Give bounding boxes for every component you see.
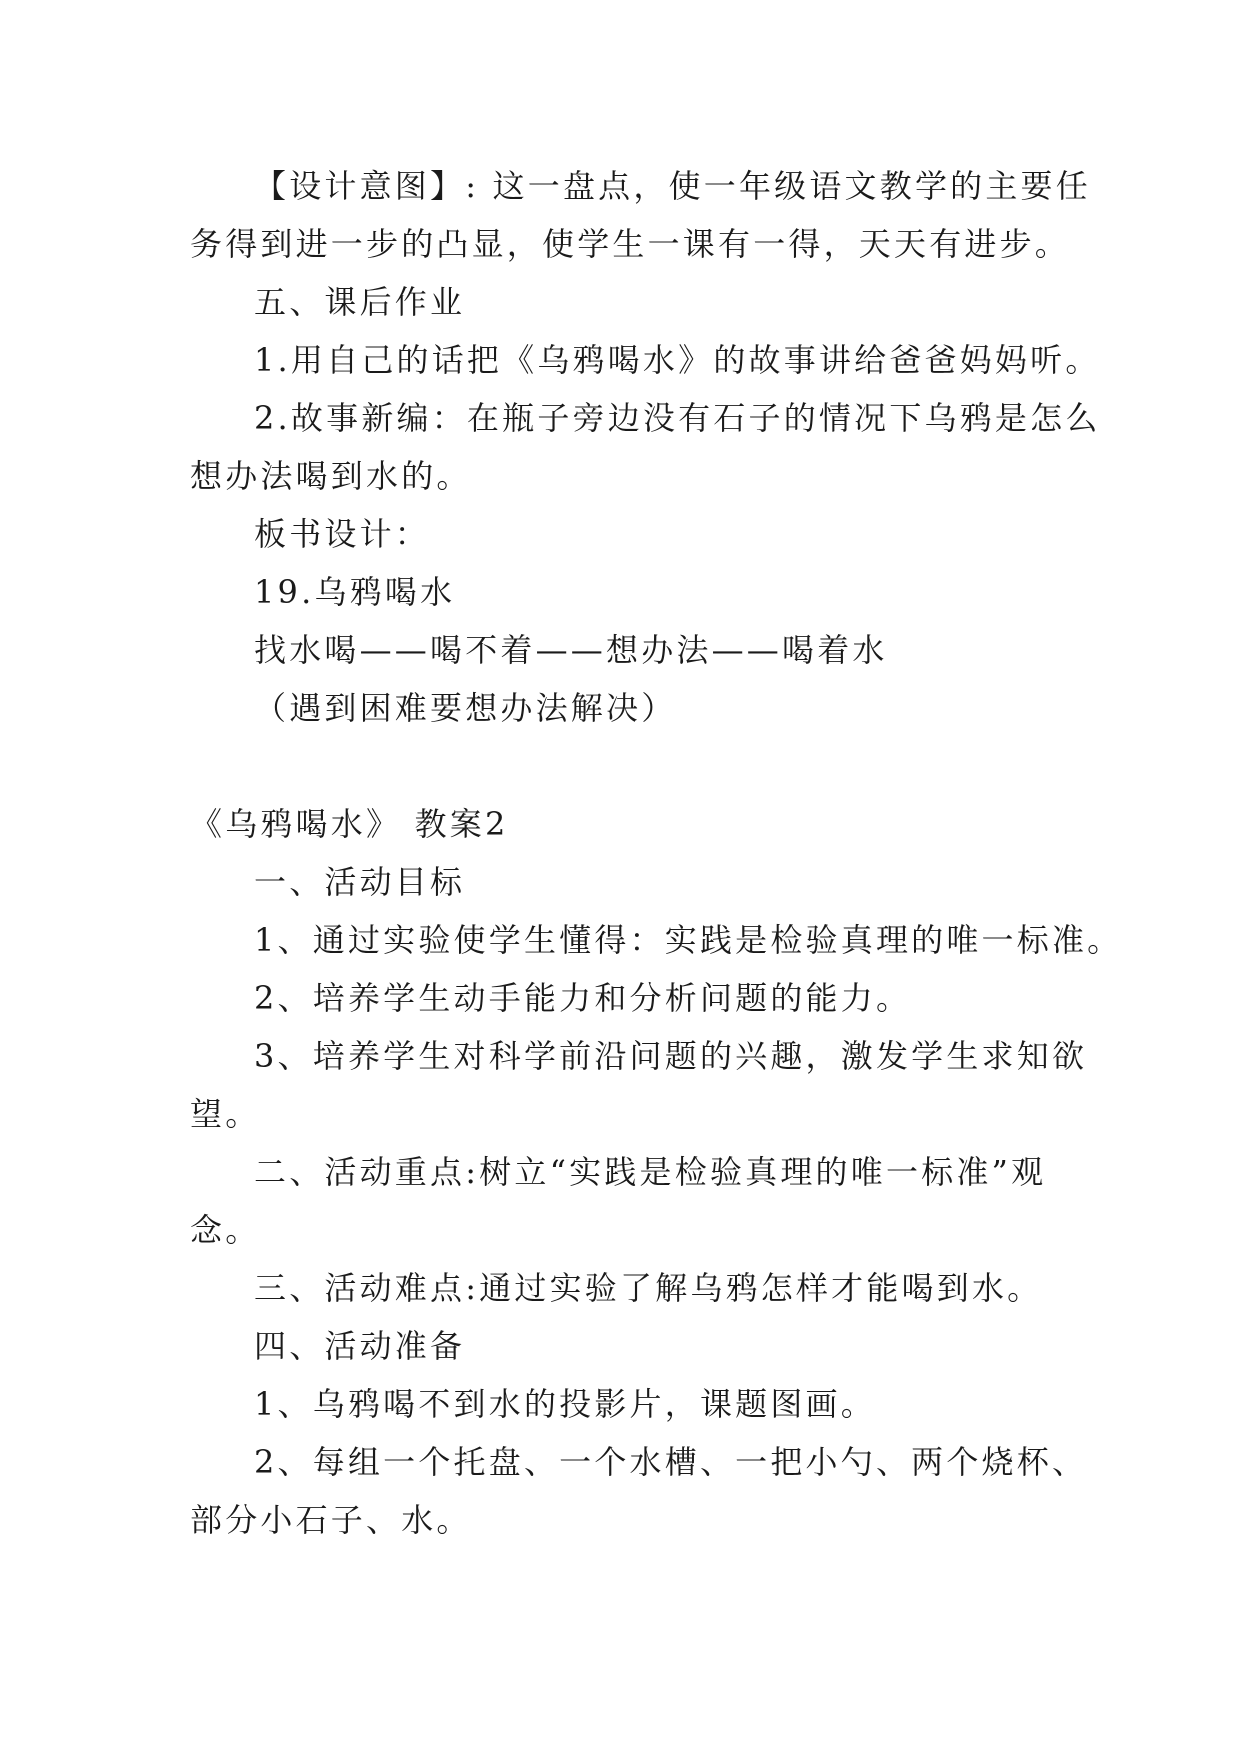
design-intent-line-1: 【设计意图】: 这一盘点，使一年级语文教学的主要任 — [254, 167, 1091, 205]
blackboard-design-heading: 板书设计： — [254, 515, 431, 553]
preparation-item-1: 1、乌鸦喝不到水的投影片，课题图画。 — [254, 1385, 876, 1423]
homework-item-2-line-1: 2.故事新编：在瓶子旁边没有石子的情况下乌鸦是怎么 — [254, 399, 1101, 437]
preparation-item-2-line-1: 2、每组一个托盘、一个水槽、一把小勺、两个烧杯、 — [254, 1443, 1088, 1481]
section-heading-homework: 五、课后作业 — [254, 283, 466, 321]
lesson-plan-2-title: 《乌鸦喝水》 教案2 — [190, 805, 509, 843]
key-point-line-1: 二、活动重点:树立“实践是检验真理的唯一标准”观 — [254, 1153, 1047, 1191]
preparation-item-2-line-2: 部分小石子、水。 — [190, 1501, 472, 1539]
objective-item-3-line-1: 3、培养学生对科学前沿问题的兴趣，激发学生求知欲 — [254, 1037, 1088, 1075]
key-point-line-2: 念。 — [190, 1211, 261, 1249]
section-heading-preparation: 四、活动准备 — [254, 1327, 466, 1365]
objective-item-1: 1、通过实验使学生懂得：实践是检验真理的唯一标准。 — [254, 921, 1123, 959]
blackboard-moral: （遇到困难要想办法解决） — [254, 689, 677, 727]
homework-item-1: 1.用自己的话把《乌鸦喝水》的故事讲给爸爸妈妈听。 — [254, 341, 1101, 379]
objective-item-3-line-2: 望。 — [190, 1095, 261, 1133]
blackboard-sequence: 找水喝——喝不着——想办法——喝着水 — [254, 631, 888, 669]
homework-item-2-line-2: 想办法喝到水的。 — [190, 457, 472, 495]
design-intent-line-2: 务得到进一步的凸显，使学生一课有一得，天天有进步。 — [190, 225, 1071, 263]
blackboard-title: 19.乌鸦喝水 — [254, 573, 456, 611]
objective-item-2: 2、培养学生动手能力和分析问题的能力。 — [254, 979, 912, 1017]
section-heading-objectives: 一、活动目标 — [254, 863, 466, 901]
difficulty-point: 三、活动难点:通过实验了解乌鸦怎样才能喝到水。 — [254, 1269, 1043, 1307]
